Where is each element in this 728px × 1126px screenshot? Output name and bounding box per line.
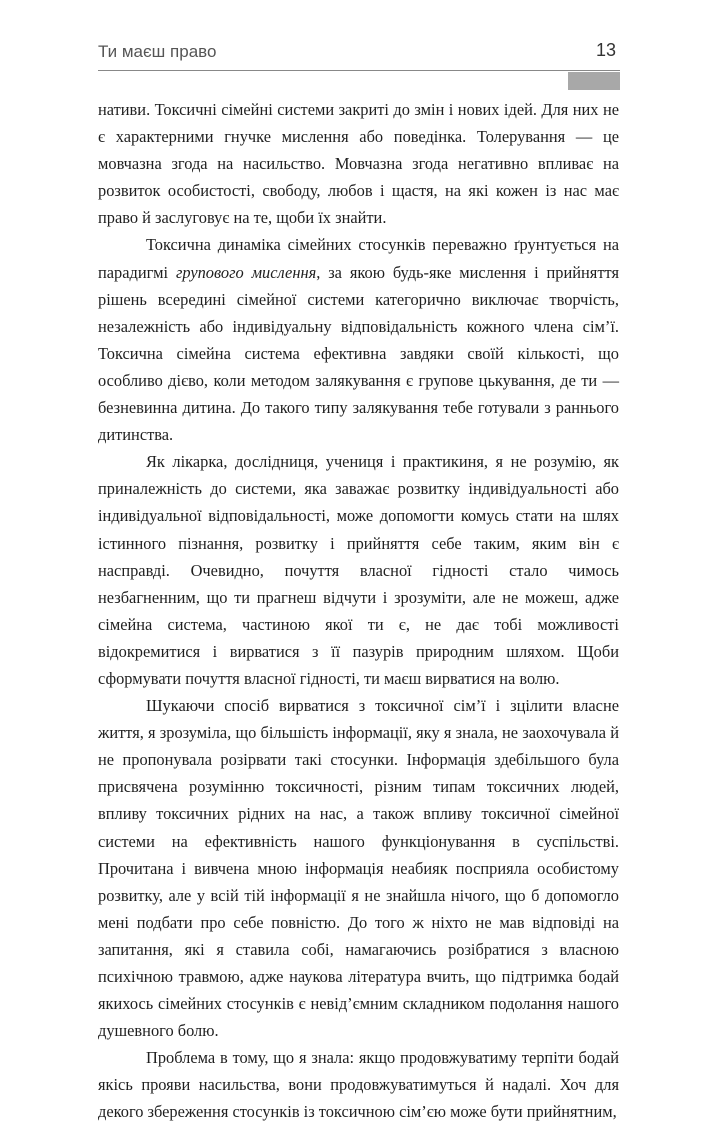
emphasis-group-thinking: групового мислення bbox=[175, 262, 317, 282]
paragraph-2-start: Токсична динаміка сімейних стосунків переважно ґрунтується на парадигмі bbox=[98, 235, 619, 282]
paragraph-3: Як лікарка, дослідниця, учениця і практикиня, я не розумію, як приналежність до системи, яка заважає розвитку індивідуальності або індивідуальної відповідальності, може допомогти комусь стати на шлях істинного пізнання, розвитку і прийняття себе таким, яким він є насправді. Очевидно, почуття власної гідності стало чимось незбагненним, що ти прагнеш відчути і зрозуміти, але не можеш, адже сімейна система, частиною якої ти є, не дає тобі можливості відокремитися і вирватися з її пазурів природним шляхом. Щоби сформувати почуття власної гідності, ти маєш вирватися на волю. bbox=[98, 452, 619, 688]
header-tab bbox=[568, 72, 620, 90]
header-rule bbox=[98, 70, 620, 71]
paragraph-4: Шукаючи спосіб вирватися з токсичної сім’ї і зцілити власне життя, я зрозуміла, що більшість інформації, яку я знала, не заохочувала й не пропонувала розірвати такі стосунки. Інформація здебільшого була присвячена розумінню токсичності, різним типам токсичних людей, впливу токсичних рідних на нас, а також впливу токсичної сімейної системи на ефективність нашого функціонування в суспільстві. Прочитана і вивчена мною інформація неабияк посприяла особистому розвитку, але у всій тій інформації я не знайшла нічого, що б допомогло мені подбати про себе повністю. До того ж ніхто не мав відповіді на запитання, які я ставила собі, намагаючись розібратися з власною психічною травмою, адже наукова література вчить, що підтримка бодай якихось сімейних стосунків є невід’ємним складником подолання нашого душевного болю. bbox=[98, 696, 619, 1041]
paragraph-2 bbox=[98, 231, 619, 448]
paragraph-2-rest: , за якою будь-яке мислення і прийняття рішень всередині сімейної системи категорично виключає творчість, незалежність або індивідуальну відповідальність кожного члена сім’ї. Токсична сімейна система ефективна завдяки своїй кількості, що особливо дієво, коли методом залякування є групове цькування, де ти — безневинна дитина. До такого типу залякування тебе готували з раннього дитинства. bbox=[98, 262, 619, 445]
page-number: 13 bbox=[595, 40, 616, 60]
paragraph-1: нативи. Токсичні сімейні системи закриті до змін і нових ідей. Для них не є характерними гнучке мислення або поведінка. Толерування — це мовчазна згода на насильство. Мовчазна згода негативно впливає на розвиток особистості, свободу, любов і щастя, на які кожен із нас має право й заслуговує на те, щоби їх знайти. bbox=[98, 100, 619, 228]
paragraph-5: Проблема в тому, що я знала: якщо продовжуватиму терпіти бодай якісь прояви насильства, вони продовжуватимуться й надалі. Хоч для декого збереження стосунків із токсичною сім’єю може бути прийнятним, bbox=[98, 1048, 619, 1122]
running-title: Ти маєш право bbox=[98, 42, 217, 61]
body-text bbox=[98, 96, 619, 1126]
